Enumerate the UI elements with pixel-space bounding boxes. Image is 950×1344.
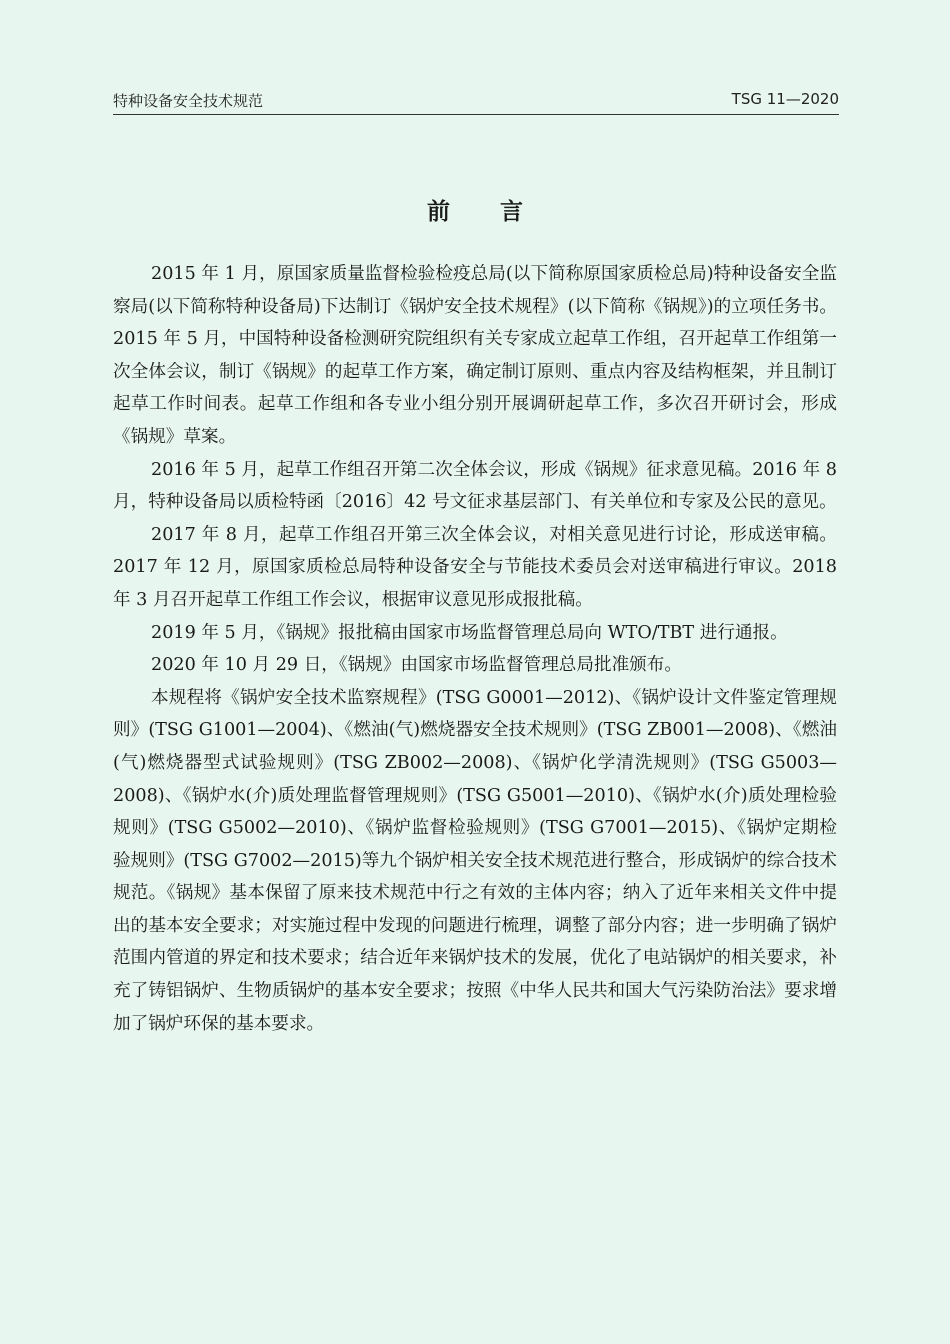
paragraph-5: 2020 年 10 月 29 日，《锅规》由国家市场监督管理总局批准颁布。 [151,655,682,676]
paragraph-1: 2015 年 1 月，原国家质量监督检验检疫总局(以下简称原国家质检总局)特种设备安全监察局(以下简称特种设备局)下达制订《锅炉安全技术规程》(以下简称《锅规》)的立项任务书。2015 年 5 月，中国特种设备检测研究院组织有关专家成立起草工作组，召开起草工作组第一次全体会议，制订《锅规》的起草工作方案，确定制订原则、重点内容及结构框架，并且制订起草工作时间表。起草工作组和各专业小组分别开展调研起草工作，多次召开研讨会，形成《锅规》草案。 [113,264,837,447]
page-title: 前言 [427,199,573,225]
header-series-title: 特种设备安全技术规范 [113,92,264,110]
running-header [113,88,839,115]
paragraph-6: 本规程将《锅炉安全技术监察规程》(TSG G0001—2012)、《锅炉设计文件鉴定管理规则》(TSG G1001—2004)、《燃油(气)燃烧器安全技术规则》(TSG ZB001—2008)、《燃油(气)燃烧器型式试验规则》(TSG ZB002—2008)、《锅炉化学清洗规则》(TSG G5003—2008)、《锅炉水(介)质处理监督管理规则》(TSG G5001—2010)、《锅炉水(介)质处理检验规则》(TSG G5002—2010)、《锅炉监督检验规则》(TSG G7001—2015)、《锅炉定期检验规则》(TSG G7002—2015)等九个锅炉相关安全技术规范进行整合，形成锅炉的综合技术规范。《锅规》基本保留了原来技术规范中行之有效的主体内容；纳入了近年来相关文件中提出的基本安全要求；对实施过程中发现的问题进行梳理，调整了部分内容；进一步明确了锅炉范围内管道的界定和技术要求；结合近年来锅炉技术的发展，优化了电站锅炉的相关要求，补充了铸铝锅炉、生物质锅炉的基本安全要求；按照《中华人民共和国大气污染防治法》要求增加了锅炉环保的基本要求。 [113,687,837,1034]
foreword-body [113,258,837,1040]
paragraph-3: 2017 年 8 月，起草工作组召开第三次全体会议，对相关意见进行讨论，形成送审稿。2017 年 12 月，原国家质检总局特种设备安全与节能技术委员会对送审稿进行审议。2018 年 3 月召开起草工作组工作会议，根据审议意见形成报批稿。 [113,524,837,610]
paragraph-4: 2019 年 5 月，《锅规》报批稿由国家市场监督管理总局向 WTO/TBT 进行通报。 [151,622,788,643]
header-standard-number: TSG 11—2020 [731,90,839,108]
paragraph-2: 2016 年 5 月，起草工作组召开第二次全体会议，形成《锅规》征求意见稿。2016 年 8 月，特种设备局以质检特函〔2016〕42 号文征求基层部门、有关单位和专家及公民的意见。 [113,459,837,513]
